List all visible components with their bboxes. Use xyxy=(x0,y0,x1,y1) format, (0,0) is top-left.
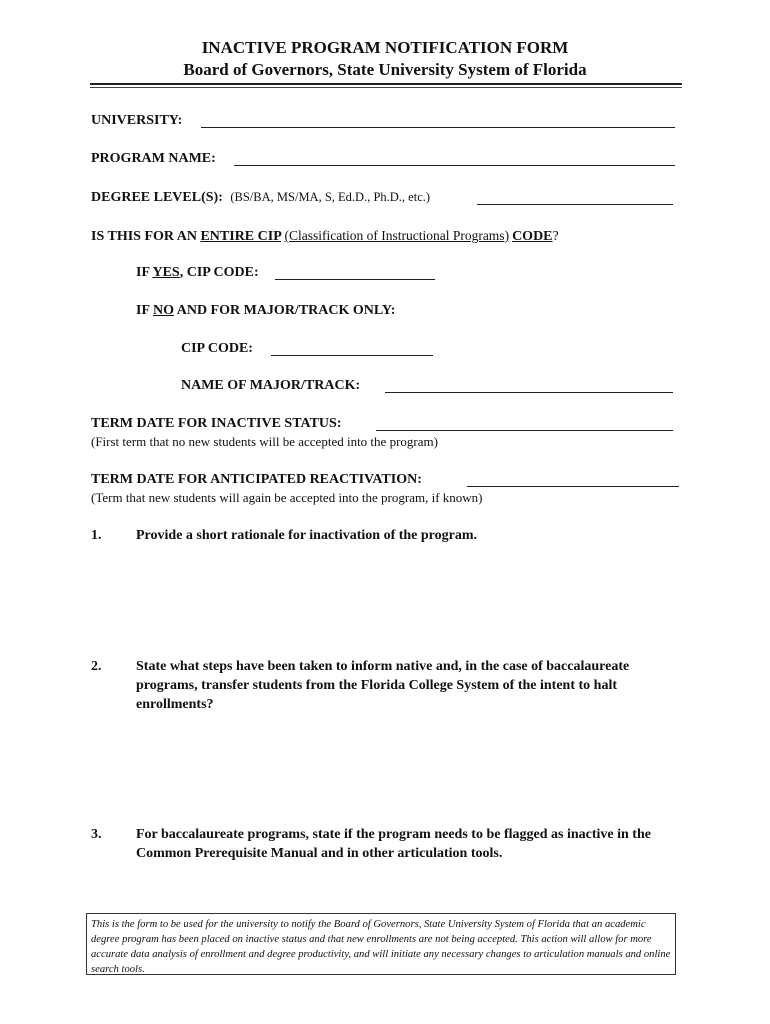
term-inactive-input-line[interactable] xyxy=(376,430,673,431)
degree-level-text: DEGREE LEVEL(S): xyxy=(91,190,223,205)
if-yes-yes: YES xyxy=(152,265,180,280)
question-2-text: State what steps have been taken to inform native and, in the case of baccalaureate programs, transfer students from the Florida College System of the intent to halt enrollments? xyxy=(136,659,630,712)
term-inactive-note: (First term that no new students will be accepted into the program) xyxy=(91,434,438,449)
if-yes-if: IF xyxy=(136,265,150,280)
cip-question xyxy=(91,228,559,245)
footer-note-box: This is the form to be used for the university to notify the Board of Governors, State University System of Florida that an academic degree program has been placed on inactive status and that new enrollments are not being accepted. This action will allow for more accurate data analysis of enrollment and degree productivity, and will initiate any necessary changes to articulation manuals and online search tools. xyxy=(86,913,676,975)
degree-level-label xyxy=(91,190,430,206)
if-no-no: NO xyxy=(152,303,174,318)
if-yes-label xyxy=(136,265,259,281)
question-1-text: Provide a short rationale for inactivation of the program. xyxy=(136,528,478,543)
cip-question-end: ? xyxy=(552,229,559,244)
degree-level-input-line[interactable] xyxy=(477,204,673,205)
major-track-input-line[interactable] xyxy=(385,392,673,393)
degree-level-hint: (BS/BA, MS/MA, S, Ed.D., Ph.D., etc.) xyxy=(230,190,431,204)
if-no-rest: AND FOR MAJOR/TRACK ONLY: xyxy=(176,303,396,318)
term-reactivation-label: TERM DATE FOR ANTICIPATED REACTIVATION: xyxy=(91,472,422,487)
university-label: UNIVERSITY: xyxy=(91,113,183,128)
cip-question-paren: (Classification of Instructional Programs) xyxy=(284,228,510,243)
cip-question-code: CODE xyxy=(512,229,553,244)
form-subtitle: Board of Governors, State University System of Florida xyxy=(183,60,587,79)
question-2-number: 2. xyxy=(91,659,102,674)
if-yes-cip-input-line[interactable] xyxy=(275,279,435,280)
question-3-text: For baccalaureate programs, state if the program needs to be flagged as inactive in the Common Prerequisite Manual and in other articulation tools. xyxy=(136,827,651,861)
cip-question-entire: ENTIRE CIP xyxy=(200,229,281,244)
major-track-label: NAME OF MAJOR/TRACK: xyxy=(181,378,361,393)
if-no-label xyxy=(136,303,395,319)
term-reactivation-input-line[interactable] xyxy=(467,486,679,487)
if-no-if: IF xyxy=(136,303,150,318)
question-1-number: 1. xyxy=(91,528,102,543)
form-title: INACTIVE PROGRAM NOTIFICATION FORM xyxy=(201,38,569,57)
term-reactivation-note: (Term that new students will again be accepted into the program, if known) xyxy=(91,490,483,505)
header-rule-thick xyxy=(90,83,682,85)
cip-question-prefix: IS THIS FOR AN xyxy=(91,229,197,244)
header-rule-thin xyxy=(90,87,682,88)
university-input-line[interactable] xyxy=(201,127,675,128)
cip-code-label: CIP CODE: xyxy=(181,341,253,356)
program-name-label: PROGRAM NAME: xyxy=(91,151,216,166)
question-3-number: 3. xyxy=(91,827,102,842)
cip-code-input-line[interactable] xyxy=(271,355,433,356)
if-yes-rest: , CIP CODE: xyxy=(179,265,259,280)
term-inactive-label: TERM DATE FOR INACTIVE STATUS: xyxy=(91,416,342,431)
program-name-input-line[interactable] xyxy=(234,165,675,166)
